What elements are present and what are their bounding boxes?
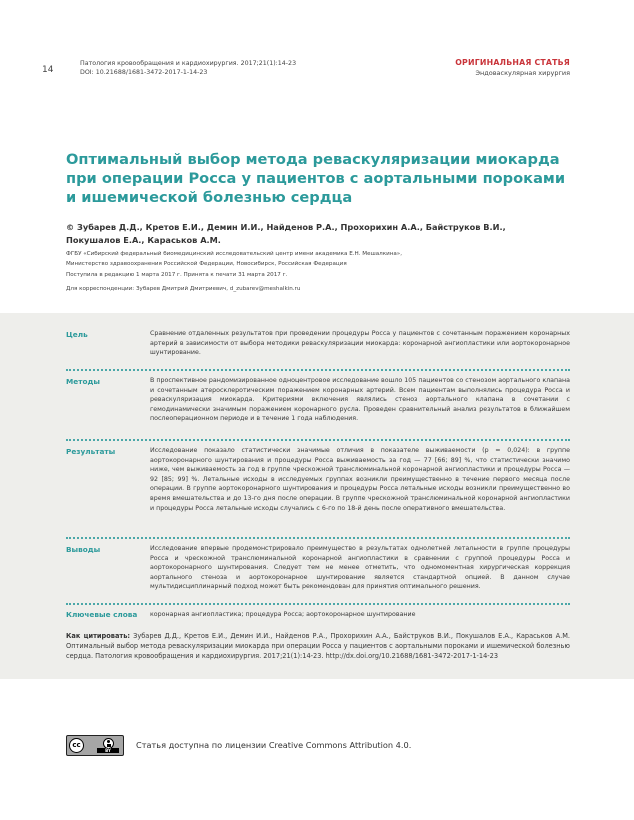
page-number: 14	[42, 65, 54, 75]
aim-label: Цель	[66, 330, 88, 339]
journal-citation-line: Патология кровообращения и кардиохирургия. 2017;21(1):14-23	[80, 60, 297, 67]
citation-text: Зубарев Д.Д., Кретов Е.И., Демин И.И., Найденов Р.А., Прохорихин А.А., Байструков В.И., Покушалов Е.А., Караськов А.М. Оптимальный выбор метода реваскуляризации миокарда при операции Росса у пациентов с аортальными пороками и ишемической болезнью сердца. Патология кровообращения и кардиохирургия. 2017;21(1):14-23. http://dx.doi.org/10.21688/1681-3472-2017-1-14-23	[66, 632, 570, 660]
subsection-tag: Эндоваскулярная хирургия	[475, 69, 570, 77]
section-divider	[66, 439, 570, 441]
title-line: и ишемической болезнью сердца	[66, 189, 353, 206]
by-label: BY	[97, 748, 119, 753]
journal-doi-line: DOI: 10.21688/1681-3472-2017-1-14-23	[80, 69, 208, 76]
authors	[66, 221, 566, 246]
section-divider	[66, 369, 570, 371]
affiliation	[66, 250, 566, 269]
results-label: Результаты	[66, 447, 116, 456]
aim-text: Сравнение отдаленных результатов при проведении процедуры Росса у пациентов с сочетанным поражением коронарных артерий в зависимости от выбора методики реваскуляризации миокарда: коронарной ангиопластики или аортокоронарное шунтирование.	[150, 330, 570, 357]
citation	[66, 631, 570, 661]
section-divider	[66, 537, 570, 539]
methods-label: Методы	[66, 377, 100, 386]
title-line: Оптимальный выбор метода реваскуляризации миокарда	[66, 151, 560, 168]
keywords-text: коронарная ангиопластика; процедура Росса; аортокоронарное шунтирование	[150, 611, 416, 618]
correspondence: Для корреспонденции: Зубарев Дмитрий Дмитриевич, d_zubarev@meshalkin.ru	[66, 286, 301, 292]
authors-line: Покушалов Е.А., Караськов А.М.	[66, 234, 221, 245]
methods-text: В проспективное рандомизированное одноцентровое исследование вошло 105 пациентов со стенозом аортального клапана и сочетанным атеросклеротическим поражением коронарных артерий. Всем пациентам выполнялись процедура Росса и реваскуляризация миокарда. Критериями включения являлись стеноз аортального клапана в сочетании с гемодинамически значимым поражением коронарного русла. Проведен сравнительный анализ результатов в ближайшем послеоперационном периоде и в течение 1 года наблюдения.	[150, 377, 570, 423]
results-text: Исследование показало статистически значимые отличия в показателе выживаемости (p = 0,024): в группе аортокоронарного шунтирования и процедуры Росса выживаемость за год — 77 [66; 89] %, что статистически значимо ниже, чем выживаемость за год в группе чрескожной транслюминальной коронарной ангиопластики и процедуры Росса — 92 [85; 99] %. Летальные исходы в исследуемых группах возникли преимущественно в течение первого месяца после операции. В группе аортокоронарного шунтирования и процедуры Росса летальные исходы возникли преимущественно во время вмешательства и до 13-го дня после операции. В группе чрескожной транслюминальной коронарной ангиопластики и процедуры Росса летальные исходы случались с 6-го по 18-й день после оперативного вмешательства.	[150, 447, 570, 512]
license-text: Статья доступна по лицензии Creative Commons Attribution 4.0.	[136, 740, 412, 750]
citation-label: Как цитировать:	[66, 632, 131, 640]
conclusions-text: Исследование впервые продемонстрировало преимущество в результатах однолетней летальности в группе процедуры Росса и чрескожной транслюминальной коронарной ангиопластики в сравнении с группой процедуры Росса и аортокоронарного шунтирования. Следует тем не менее отметить, что одномоментная хирургическая коррекция аортального стеноза и аортокоронарное шунтирование является стандартной опцией. В данном случае мультидисциплинарный подход может быть рекомендован для принятия оптимального решения.	[150, 545, 570, 591]
keywords-label: Ключевые слова	[66, 610, 138, 619]
cc-icon: cc	[69, 738, 84, 753]
cc-by-license-icon	[66, 735, 124, 756]
affiliation-line: ФГБУ «Сибирский федеральный биомедицинский исследовательский центр имени академика Е.Н. Мешалкина»,	[66, 251, 402, 257]
journal-info	[80, 59, 296, 77]
title-line: при операции Росса у пациентов с аортальными пороками	[66, 170, 566, 187]
article-title	[66, 150, 566, 207]
authors-line: © Зубарев Д.Д., Кретов Е.И., Демин И.И., Найденов Р.А., Прохорихин А.А., Байструков В.И.,	[66, 222, 506, 232]
affiliation-line: Министерство здравоохранения Российской Федерации, Новосибирск, Российская Федерация	[66, 260, 347, 267]
section-tag: ОРИГИНАЛЬНАЯ СТАТЬЯ	[455, 58, 570, 67]
section-divider	[66, 603, 570, 605]
received-dates: Поступила в редакцию 1 марта 2017 г. Принята к печати 31 марта 2017 г.	[66, 272, 288, 278]
conclusions-label: Выводы	[66, 545, 101, 554]
